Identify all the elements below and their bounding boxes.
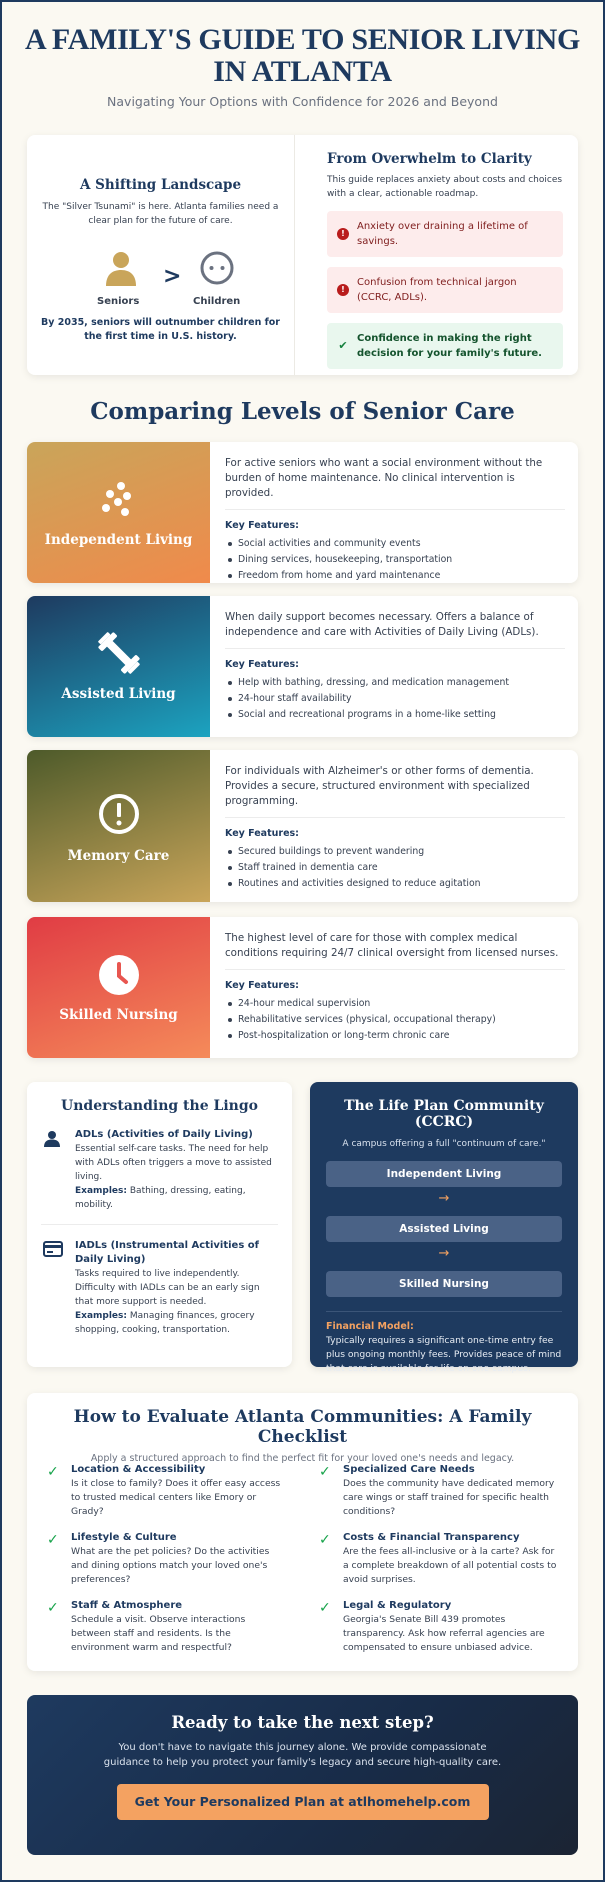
ccrc-stage: Skilled Nursing: [326, 1271, 562, 1297]
checklist-item: [45, 1531, 285, 1587]
feature-item: Post-hospitalization or long-term chronic care: [225, 1028, 565, 1044]
examples-label: Examples:: [75, 1311, 127, 1321]
check-icon: ✓: [47, 1464, 59, 1480]
checklist-item-text: Schedule a visit. Observe interactions between staff and residents. Is the environment warm and respectful?: [71, 1614, 246, 1653]
checklist-title: How to Evaluate Atlanta Communities: A Family Checklist: [73, 1407, 532, 1447]
examples-text: Managing finances, grocery shopping, cooking, transportation.: [75, 1311, 255, 1335]
arrow-right-icon: →: [438, 1246, 450, 1261]
cta-banner: [27, 1695, 578, 1855]
outcome-text: Confidence in making the right decision for your family's future.: [357, 333, 542, 359]
outcome: [327, 323, 563, 369]
check-icon: ✓: [47, 1532, 59, 1548]
care-swatch: [27, 917, 210, 1058]
clock-icon: [27, 953, 210, 1001]
term-examples: [75, 1184, 278, 1212]
check-icon: ✓: [47, 1600, 59, 1616]
examples-label: Examples:: [75, 1186, 127, 1196]
levels-section-title: Comparing Levels of Senior Care: [90, 398, 515, 425]
dumbbell-icon: [27, 630, 210, 680]
pain-point: [327, 211, 563, 257]
lingo-title: Understanding the Lingo: [61, 1098, 258, 1114]
care-description: For active seniors who want a social environment without the burden of home maintenance. No clinical intervention is provided.: [225, 456, 565, 510]
feature-item: Secured buildings to prevent wandering: [225, 844, 565, 860]
care-body: [225, 456, 565, 583]
greater-than-symbol: >: [163, 264, 182, 289]
page-subtitle: Navigating Your Options with Confidence for 2026 and Beyond: [107, 94, 498, 109]
checklist-item-title: Costs & Financial Transparency: [343, 1532, 520, 1543]
feature-list: [225, 996, 565, 1044]
checklist-item-text: Is it close to family? Does it offer easy access to trusted medical centers like Emory or Grady?: [71, 1478, 281, 1517]
care-name: Memory Care: [67, 848, 170, 864]
check-icon: ✓: [319, 1464, 331, 1480]
feature-item: Staff trained in dementia care: [225, 860, 565, 876]
checklist-item-title: Location & Accessibility: [71, 1464, 206, 1475]
senior-person-icon: [103, 250, 139, 294]
feature-list: [225, 536, 565, 583]
pain-point-text: Anxiety over draining a lifetime of savings.: [357, 221, 528, 247]
clarity-panel: [327, 151, 563, 369]
landscape-stat: By 2035, seniors will outnumber children for the first time in U.S. history.: [41, 317, 280, 342]
ccrc-title: The Life Plan Community (CCRC): [344, 1098, 544, 1130]
checklist-card: [27, 1393, 578, 1671]
feature-item: Social activities and community events: [225, 536, 565, 552]
term-iadls: [41, 1239, 278, 1337]
care-card-memory: [27, 750, 578, 902]
divider: [41, 1224, 278, 1225]
feature-item: Social and recreational programs in a home-like setting: [225, 707, 565, 723]
pain-point-text: Confusion from technical jargon (CCRC, ADLs).: [357, 277, 517, 303]
checklist-item-title: Specialized Care Needs: [343, 1464, 475, 1475]
care-swatch: [27, 442, 210, 583]
feature-item: Rehabilitative services (physical, occupational therapy): [225, 1012, 565, 1028]
term-definition: Essential self-care tasks. The need for help with ADLs often triggers a move to assisted living.: [75, 1144, 272, 1182]
credit-card-icon: [43, 1241, 63, 1261]
alert-icon: !: [337, 228, 349, 240]
financial-model: [326, 1311, 562, 1376]
checklist-item-title: Legal & Regulatory: [343, 1600, 452, 1611]
key-features-label: Key Features:: [225, 980, 299, 991]
care-body: [225, 764, 565, 892]
group-dots-icon: [27, 480, 210, 524]
ccrc-stage: Independent Living: [326, 1161, 562, 1187]
seniors-vs-children: [41, 250, 280, 312]
care-description: For individuals with Alzheimer's or other forms of dementia. Provides a secure, structured environment with specialized programming.: [225, 764, 565, 818]
pain-point: [327, 267, 563, 313]
arrow-right-icon: →: [438, 1191, 450, 1206]
checklist-item: [317, 1463, 557, 1519]
check-icon: ✔: [338, 339, 348, 352]
care-description: When daily support becomes necessary. Offers a balance of independence and care with Activities of Daily Living (ADLs).: [225, 610, 565, 649]
care-description: The highest level of care for those with complex medical conditions requiring 24/7 clinical oversight from licensed nurses.: [225, 931, 565, 970]
landscape-text: The "Silver Tsunami" is here. Atlanta families need a clear plan for the future of care.: [42, 202, 279, 226]
care-card-assisted: [27, 596, 578, 737]
feature-item: Dining services, housekeeping, transportation: [225, 552, 565, 568]
check-icon: ✓: [319, 1532, 331, 1548]
care-body: [225, 610, 565, 723]
ccrc-subtitle: A campus offering a full "continuum of care.": [342, 1139, 546, 1149]
checklist-item: [45, 1599, 285, 1655]
feature-item: Help with bathing, dressing, and medication management: [225, 675, 565, 691]
checklist-item: [317, 1599, 557, 1655]
feature-item: 24-hour medical supervision: [225, 996, 565, 1012]
term-name: IADLs (Instrumental Activities of Daily Living): [75, 1240, 259, 1265]
feature-item: Routines and activities designed to reduce agitation: [225, 876, 565, 892]
financial-text: Typically requires a significant one-time entry fee plus ongoing monthly fees. Provides peace of mind that care is available for life on one campus.: [326, 1335, 562, 1374]
checklist-item-title: Lifestyle & Culture: [71, 1532, 177, 1543]
examples-text: Bathing, dressing, eating, mobility.: [75, 1186, 246, 1210]
care-name: Assisted Living: [61, 686, 176, 702]
term-examples: [75, 1309, 278, 1337]
key-features-label: Key Features:: [225, 659, 299, 670]
ccrc-card: [310, 1082, 578, 1374]
landscape-panel: [27, 135, 295, 375]
landscape-title: A Shifting Landscape: [79, 177, 242, 193]
clarity-text: This guide replaces anxiety about costs and choices with a clear, actionable roadmap.: [327, 175, 563, 199]
checklist-item-text: Does the community have dedicated memory care wings or staff trained for specific health conditions?: [343, 1478, 555, 1517]
care-card-skilled: [27, 917, 578, 1058]
key-features-label: Key Features:: [225, 828, 299, 839]
seniors-label: Seniors: [97, 296, 140, 307]
feature-list: [225, 844, 565, 892]
care-name: Skilled Nursing: [59, 1007, 178, 1023]
lingo-card: [27, 1082, 292, 1367]
care-swatch: [27, 750, 210, 902]
care-swatch: [27, 596, 210, 737]
checklist-subtitle: Apply a structured approach to find the perfect fit for your loved one's needs and legacy.: [90, 1453, 515, 1464]
feature-item: 24-hour staff availability: [225, 691, 565, 707]
checklist-item-title: Staff & Atmosphere: [71, 1600, 183, 1611]
cta-text: You don't have to navigate this journey alone. We provide compassionate guidance to help you protect your family's legacy and secure high-quality care.: [103, 1742, 502, 1768]
intro-card: [27, 135, 578, 375]
page-title: A FAMILY'S GUIDE TO SENIOR LIVING IN ATLANTA: [25, 23, 580, 88]
cta-title: Ready to take the next step?: [171, 1713, 434, 1732]
check-icon: ✓: [319, 1600, 331, 1616]
feature-list: [225, 675, 565, 723]
checklist-item: [317, 1531, 557, 1587]
care-body: [225, 931, 565, 1044]
care-card-independent: [27, 442, 578, 583]
checklist-item-text: Georgia's Senate Bill 439 promotes transparency. Ask how referral agencies are compensated to ensure unbiased advice.: [343, 1614, 545, 1653]
ccrc-stage: Assisted Living: [326, 1216, 562, 1242]
personalized-plan-button[interactable]: Get Your Personalized Plan at atlhomehelp.com: [117, 1784, 489, 1820]
care-name: Independent Living: [44, 532, 193, 548]
clarity-title: From Overwhelm to Clarity: [327, 151, 532, 167]
child-face-icon: [199, 250, 235, 290]
financial-label: Financial Model:: [326, 1321, 414, 1332]
feature-item: Freedom from home and yard maintenance: [225, 568, 565, 583]
checklist-item-text: What are the pet policies? Do the activities and dining options match your loved one's preferences?: [71, 1546, 270, 1585]
checklist-item: [45, 1463, 285, 1519]
term-definition: Tasks required to live independently. Difficulty with IADLs can be an early sign that more support is needed.: [75, 1269, 260, 1307]
key-features-label: Key Features:: [225, 520, 299, 531]
person-icon: [43, 1130, 61, 1152]
term-adls: [41, 1128, 278, 1212]
alert-icon: !: [337, 284, 349, 296]
term-name: ADLs (Activities of Daily Living): [75, 1129, 253, 1140]
checklist-item-text: Are the fees all-inclusive or à la carte? Ask for a complete breakdown of all potential costs to avoid surprises.: [343, 1546, 557, 1585]
alert-circle-icon: [27, 792, 210, 840]
children-label: Children: [193, 296, 241, 307]
